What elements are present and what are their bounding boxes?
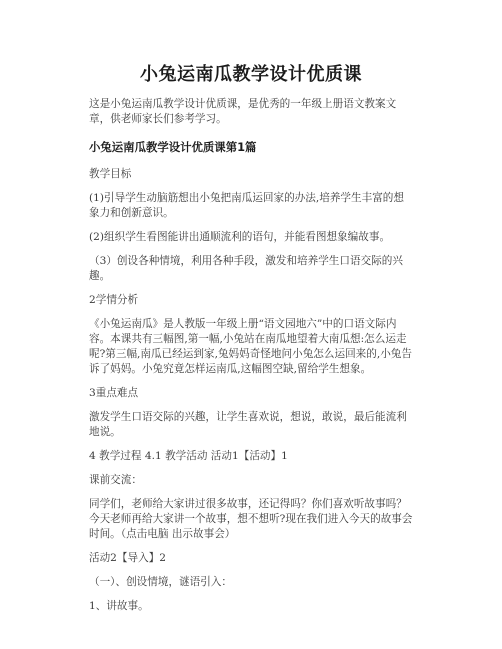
paragraph-learning-analysis: 《小兔运南瓜》是人教版一年级上册“语文园地六”中的口语文际内容。本课共有三幅图,第一幅,小兔站在南瓜地望着大南瓜想:怎么运走呢?第三幅,南瓜已经运到家,兔妈妈奇怪地问小兔怎么运回来的,小兔告诉了妈妈。小兔究竟怎样运南瓜,这幅图空缺,留给学生想象。 <box>89 318 412 375</box>
paragraph-learning-analysis-heading: 2学情分析 <box>89 294 139 306</box>
paragraph-scenario: （一）、创设情境，谜语引入： <box>89 576 233 588</box>
paragraph-goal-1: (1)引导学生动脑筋想出小兔把南瓜运回家的办法,培养学生丰富的想象力和创新意识。 <box>89 192 404 219</box>
paragraph-process-heading: 4 教学过程 4.1 教学活动 活动1【活动】1 <box>89 450 288 462</box>
paragraph-teaching-goals: 教学目标 <box>89 168 132 180</box>
paragraph-goal-3: （3）创设各种情境，利用各种手段，激发和培养学生口语交际的兴趣。 <box>89 255 403 282</box>
paragraph-key-points-heading: 3重点难点 <box>89 387 139 399</box>
paragraph-activity-2: 活动2【导入】2 <box>89 552 167 564</box>
document-body <box>89 97 413 623</box>
paragraph-pre-class: 课前交流： <box>89 474 142 486</box>
document-title: 小兔运南瓜教学设计优质课 <box>140 64 362 85</box>
section-heading: 小兔运南瓜教学设计优质课第1篇 <box>89 140 257 154</box>
paragraph-goal-2: (2)组织学生看图能讲出通顺流利的语句，并能看图想象编故事。 <box>89 231 391 243</box>
intro-paragraph: 这是小兔运南瓜教学设计优质课，是优秀的一年级上册语文教案文章，供老师家长们参考学习。 <box>89 98 397 125</box>
paragraph-tell-story: 1、讲故事。 <box>89 600 149 612</box>
paragraph-story-intro: 同学们，老师给大家讲过很多故事，还记得吗？你们喜欢听故事吗？今天老师再给大家讲一个故事，想不想听?现在我们进入今天的故事会时间。（点击电脑 出示故事会） <box>89 498 413 540</box>
paragraph-key-points: 激发学生口语交际的兴趣，让学生喜欢说，想说，敢说，最后能流利地说。 <box>89 411 407 438</box>
